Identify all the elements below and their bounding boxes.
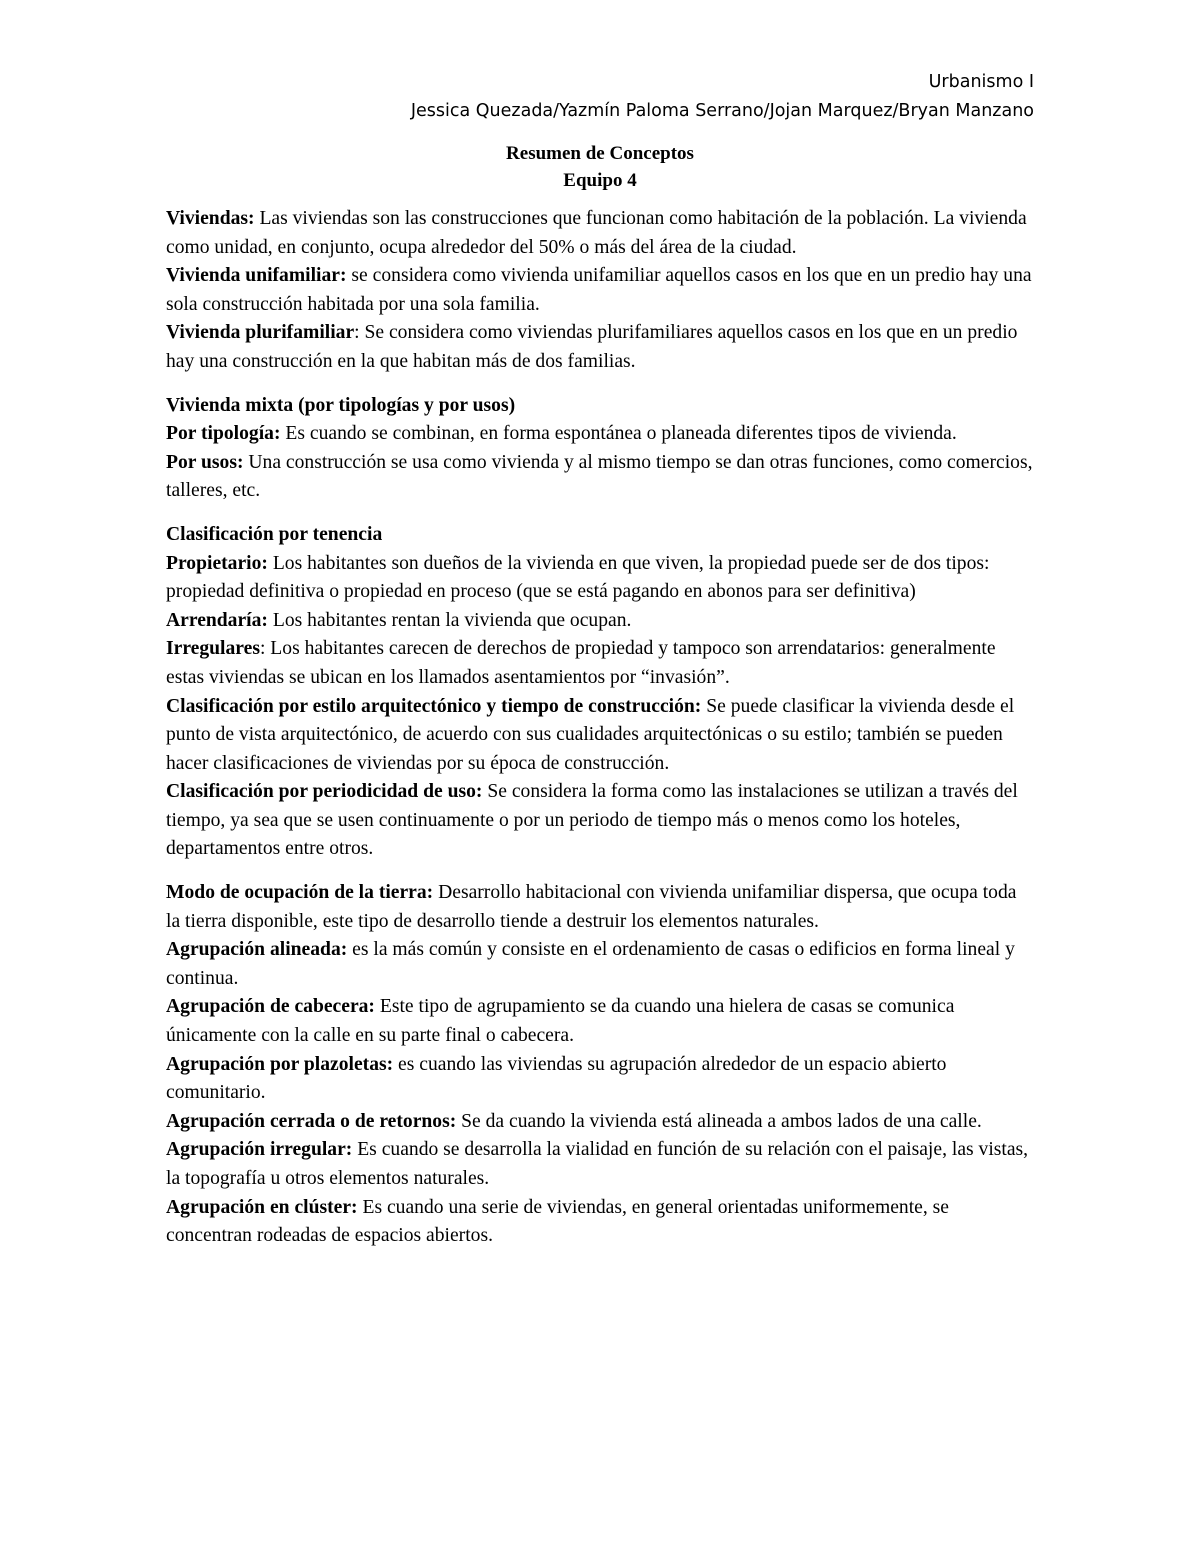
definition-term: Agrupación cerrada o de retornos:	[166, 1110, 457, 1132]
definition-paragraph	[166, 879, 1034, 936]
definition-text: Es cuando se combinan, en forma espontánea o planeada diferentes tipos de vivienda.	[280, 423, 957, 445]
definition-paragraph	[166, 778, 1034, 864]
definition-text: Las viviendas son las construcciones que funcionan como habitación de la población. La vivienda como unidad, en conjunto, ocupa alrededor del 50% o más del área de la ciudad.	[166, 208, 1027, 258]
definition-term: Vivienda plurifamiliar	[166, 322, 355, 344]
definition-text: Este tipo de agrupamiento se da cuando una hielera de casas se comunica únicamente con la calle en su parte final o cabecera.	[166, 996, 955, 1047]
definition-paragraph	[166, 1108, 1034, 1137]
definition-paragraph	[166, 262, 1034, 319]
definition-text: Una construcción se usa como vivienda y al mismo tiempo se dan otras funciones, como comercios, talleres, etc.	[166, 451, 1033, 502]
definition-text: Desarrollo habitacional con vivienda unifamiliar dispersa, que ocupa toda la tierra disponible, este tipo de desarrollo tiende a destruir los elementos naturales.	[166, 882, 1017, 932]
definition-paragraph	[166, 319, 1034, 376]
section-ocupacion	[166, 879, 1034, 1251]
definition-paragraph	[166, 635, 1034, 692]
definition-paragraph	[166, 205, 1034, 262]
definition-term: Agrupación por plazoletas:	[166, 1053, 394, 1075]
definition-text: Los habitantes son dueños de la vivienda en que viven, la propiedad puede ser de dos tipos: propiedad definitiva o propiedad en proceso (que se está pagando en abonos para ser definitiva)	[166, 552, 990, 603]
definition-term: Modo de ocupación de la tierra:	[166, 882, 434, 904]
definition-paragraph	[166, 607, 1034, 636]
definition-text: es cuando las viviendas su agrupación alrededor de un espacio abierto comunitario.	[166, 1053, 947, 1104]
definition-text: Se considera la forma como las instalaciones se utilizan a través del tiempo, ya sea que se usen continuamente o por un periodo de tiempo más o menos como los hoteles, departamentos entre otros.	[166, 781, 1018, 860]
definition-term: Irregulares	[166, 638, 260, 660]
document-header	[411, 68, 1034, 126]
author-list: Jessica Quezada/Yazmín Paloma Serrano/Jojan Marquez/Bryan Manzano	[410, 101, 1034, 121]
section-heading: Clasificación por tenencia	[166, 523, 383, 545]
definition-text: : Se considera como viviendas plurifamiliares aquellos casos en los que en un predio hay una construcción en la que habitan más de dos familias.	[166, 322, 1018, 372]
definition-text: se considera como vivienda unifamiliar aquellos casos en los que en un predio hay una sola construcción habitada por una sola familia.	[166, 265, 1032, 315]
subtitle-line: Equipo 4	[563, 170, 637, 191]
definition-term: Agrupación de cabecera:	[166, 996, 375, 1018]
definition-text: Es cuando se desarrolla la vialidad en función de su relación con el paisaje, las vistas, la topografía u otros elementos naturales.	[166, 1139, 1029, 1189]
document-body	[166, 205, 1034, 1266]
definition-text: es la más común y consiste en el ordenamiento de casas o edificios en forma lineal y continua.	[166, 939, 1015, 989]
section-viviendas	[166, 205, 1034, 377]
definition-paragraph	[166, 693, 1034, 779]
definition-term: Por usos:	[166, 451, 244, 473]
definition-term: Vivienda unifamiliar:	[166, 265, 347, 287]
title-line: Resumen de Conceptos	[506, 143, 694, 164]
definition-term: Clasificación por periodicidad de uso:	[166, 781, 483, 803]
section-tenencia	[166, 521, 1034, 864]
definition-paragraph	[166, 420, 1034, 449]
definition-term: Arrendaría:	[166, 609, 268, 631]
definition-term: Agrupación irregular:	[166, 1139, 353, 1161]
definition-paragraph	[166, 936, 1034, 993]
definition-text: Es cuando una serie de viviendas, en general orientadas uniformemente, se concentran rodeadas de espacios abiertos.	[166, 1196, 949, 1247]
definition-term: Clasificación por estilo arquitectónico y tiempo de construcción:	[166, 695, 702, 717]
definition-term: Propietario:	[166, 552, 268, 574]
course-name: Urbanismo I	[928, 72, 1034, 92]
definition-paragraph	[166, 1194, 1034, 1251]
definition-term: Agrupación en clúster:	[166, 1196, 358, 1218]
section-vivienda-mixta	[166, 392, 1034, 506]
section-heading: Vivienda mixta (por tipologías y por usos)	[166, 394, 516, 416]
definition-term: Agrupación alineada:	[166, 939, 348, 961]
definition-paragraph	[166, 1136, 1034, 1193]
definition-paragraph	[166, 993, 1034, 1050]
definition-term: Viviendas:	[166, 208, 255, 229]
definition-paragraph	[166, 1051, 1034, 1108]
definition-text: Los habitantes rentan la vivienda que ocupan.	[267, 609, 632, 631]
definition-text: Se da cuando la vivienda está alineada a ambos lados de una calle.	[456, 1110, 982, 1132]
definition-paragraph	[166, 550, 1034, 607]
definition-paragraph	[166, 449, 1034, 506]
definition-text: Se puede clasificar la vivienda desde el punto de vista arquitectónico, de acuerdo con sus cualidades arquitectónicas o su estilo; también se pueden hacer clasificaciones de viviendas por su época de construcción.	[166, 695, 1015, 774]
definition-text: : Los habitantes carecen de derechos de propiedad y tampoco son arrendatarios: generalmente estas viviendas se ubican en los llamados asentamientos por “invasión”.	[166, 638, 996, 688]
definition-term: Por tipología:	[166, 423, 281, 445]
document-title	[166, 140, 1034, 194]
